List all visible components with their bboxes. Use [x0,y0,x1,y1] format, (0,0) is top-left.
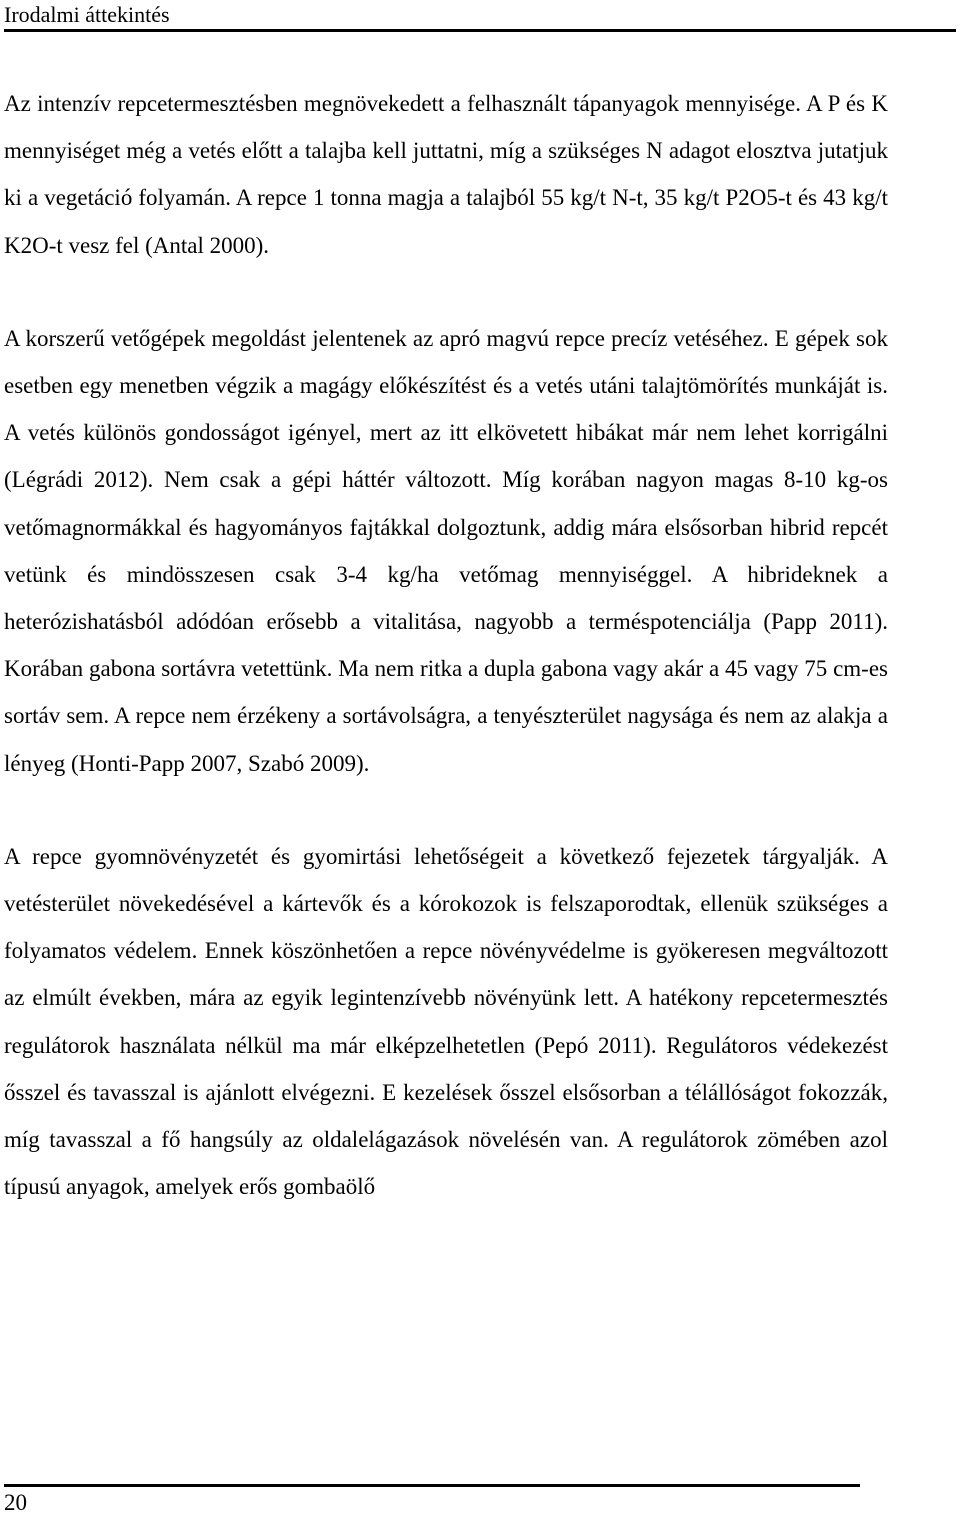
paragraph-plant-protection: A repce gyomnövényzetét és gyomirtási lehetőségeit a következő fejezetek tárgyalják. A vetésterület növekedésével a kártevők és a kórokozok is felszaporodtak, ellenük szükséges a folyamatos védelem. Ennek köszönhetően a repce növényvédelme is gyökeresen megváltozott az elmúlt években, mára az egyik legintenzívebb növényünk lett. A hatékony repcetermesztés regulátorok használata nélkül ma már elképzelhetetlen (Pepó 2011). Regulátoros védekezést ősszel és tavasszal is ajánlott elvégezni. E kezelések ősszel elsősorban a télállóságot fokozzák, míg tavasszal a fő hangsúly az oldalelágazások növelésén van. A regulátorok zömében azol típusú anyagok, amelyek erős gombaölő [4,843,888,1200]
paragraph-nutrients: Az intenzív repcetermesztésben megnövekedett a felhasznált tápanyagok mennyisége. A P és K mennyiséget még a vetés előtt a talajba kell juttatni, míg a szükséges N adagot elosztva jutatjuk ki a vegetáció folyamán. A repce 1 tonna magja a talajból 55 kg/t N-t, 35 kg/t P2O5-t és 43 kg/t K2O-t vesz fel (Antal 2000). [4,91,888,258]
header-rule [4,29,956,32]
running-header [4,0,956,32]
footer-rule [4,1484,860,1487]
paragraph-sowing: A korszerű vetőgépek megoldást jelentenek az apró magvú repce precíz vetéséhez. E gépek sok esetben egy menetben végzik a magágy előkészítést és a vetés utáni talajtömörítés munkáját is. A vetés különös gondosságot igényel, mert az itt elkövetett hibákat már nem lehet korrigálni (Légrádi 2012). Nem csak a gépi háttér változott. Míg korában nagyon magas 8-10 kg-os vetőmagnormákkal és hagyományos fajtákkal dolgoztunk, addig mára elsősorban hibrid repcét vetünk és mindösszesen csak 3-4 kg/ha vetőmag mennyiséggel. A hibrideknek a heterózishatásból adódóan erősebb a vitalitása, nagyobb a terméspotenciálja (Papp 2011). Korában gabona sortávra vetettünk. Ma nem ritka a dupla gabona vagy akár a 45 vagy 75 cm-es sortáv sem. A repce nem érzékeny a sortávolságra, a tenyészterület nagysága és nem az alakja a lényeg (Honti-Papp 2007, Szabó 2009). [4,325,888,776]
body-text [4,80,888,1256]
page-number: 20 [4,1490,27,1515]
chapter-title: Irodalmi áttekintés [4,2,170,27]
